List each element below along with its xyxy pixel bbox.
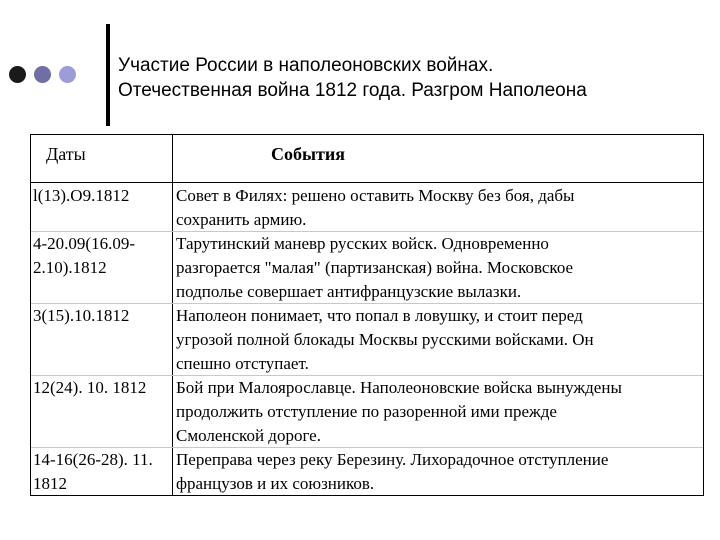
date-line: 2.10).1812 [33,258,107,277]
row-event [176,376,704,448]
table-row [31,448,703,496]
events-table [30,134,704,496]
date-line: 3(15).10.1812 [33,306,130,325]
title-divider [106,24,110,126]
event-line: угрозой полной блокады Москвы русскими войсками. Он [176,330,594,349]
header-events: События [271,144,346,164]
table-row [31,232,703,304]
bullet-dots [9,64,84,84]
event-line: спешно отступает. [176,354,309,373]
event-line: Бой при Малоярославце. Наполеоновские войска вынуждены [176,378,622,397]
header-separator [31,182,703,183]
slide-title [118,53,708,103]
title-line-1: Участие России в наполеоновских войнах. [118,55,494,76]
dot-dark [9,66,26,83]
event-line: сохранить армию. [176,210,307,229]
event-line: разгорается "малая" (партизанская) война. Московское [176,258,574,277]
row-event [176,184,704,232]
table-row [31,304,703,376]
title-line-2: Отечественная война 1812 года. Разгром Наполеона [118,80,587,101]
event-line: продолжить отступление по разоренной ими прежде [176,402,557,421]
row-event [176,304,704,376]
header-dates: Даты [46,144,86,164]
row-date [33,184,171,208]
table-row [31,376,703,448]
date-line: 1812 [33,474,67,493]
dot-light [59,66,76,83]
date-line: l(13).О9.1812 [33,186,130,205]
event-line: Переправа через реку Березину. Лихорадочное отступление [176,450,609,469]
event-line: Смоленской дороге. [176,426,321,445]
date-line: 14-16(26-28). 11. [33,450,153,469]
event-line: Тарутинский маневр русских войск. Одновременно [176,234,549,253]
event-line: подполье совершает антифранцузские вылазки. [176,282,522,301]
date-line: 12(24). 10. 1812 [33,378,147,397]
event-line: Наполеон понимает, что попал в ловушку, и стоит перед [176,306,583,325]
event-line: Совет в Филях: решено оставить Москву без боя, дабы [176,186,575,205]
date-line: 4-20.09(16.09- [33,234,135,253]
event-line: французов и их союзников. [176,474,375,493]
row-date [33,376,171,400]
row-event [176,232,704,304]
row-date [33,448,171,496]
row-event [176,448,704,496]
row-date [33,232,171,280]
table-row [31,184,703,232]
table-header [31,135,703,183]
row-date [33,304,171,328]
dot-medium [34,66,51,83]
